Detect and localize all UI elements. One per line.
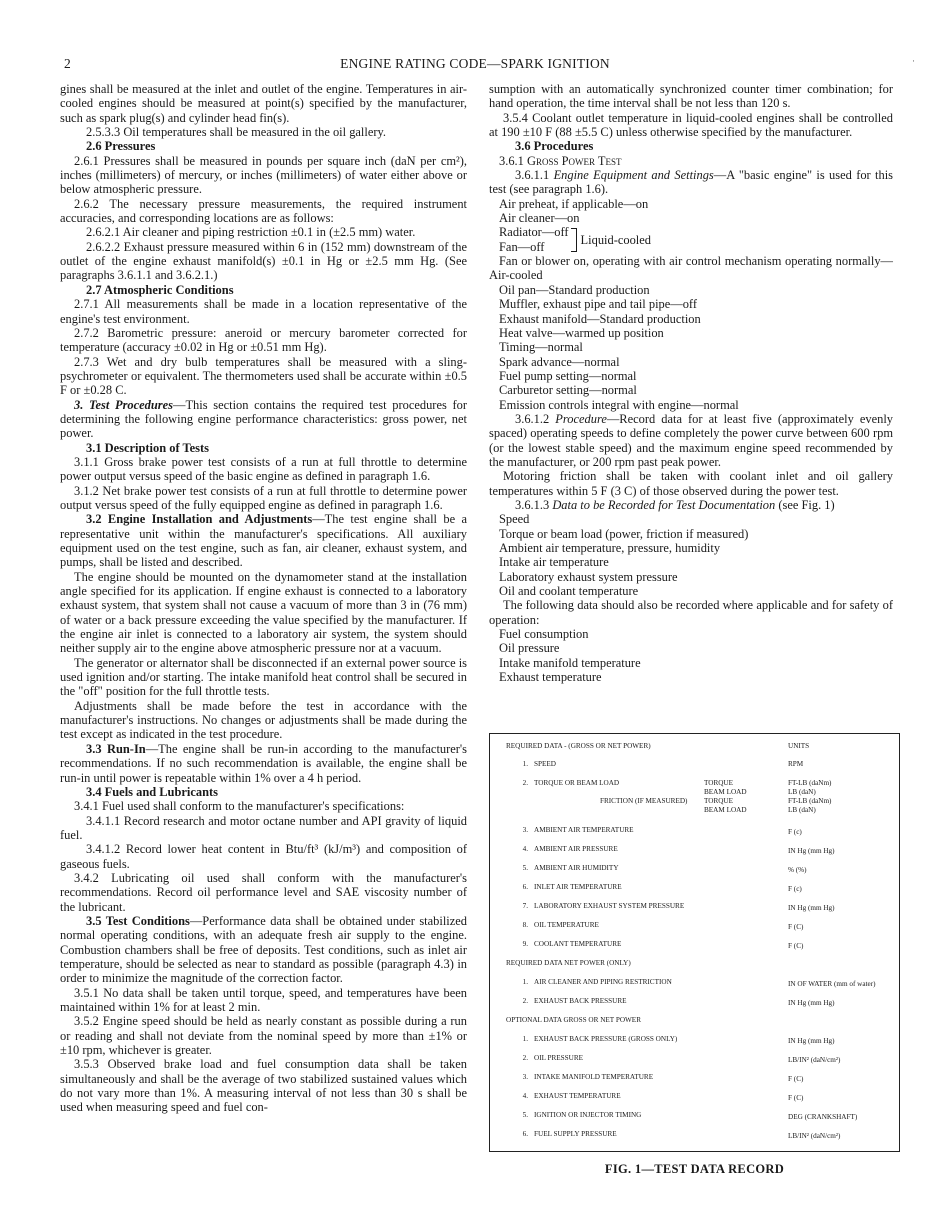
paragraph [60, 398, 467, 441]
bracket-label: Liquid-cooled [580, 232, 652, 247]
paragraph: 3.5.1 No data shall be taken until torque, speed, and temperatures have been maintained within 1% for at least 2 min. [60, 985, 467, 1014]
row-number: 6. [522, 883, 528, 891]
section-heading: 2.7 Atmospheric Conditions [86, 282, 234, 297]
paragraph-title: Data to be Recorded for Test Documentation [552, 497, 776, 512]
row-unit: F (C) [788, 1075, 804, 1083]
section-lead: 3.3 Run-In [86, 741, 146, 756]
paragraph: The engine should be mounted on the dynamometer stand at the installation angle specified for its application. If engine exhaust is connected to a laboratory exhaust system, that system shall not cause a vacuum of more than 3 in (76 mm) of water or a back pressure exceeding the value specified by the manufacturer. If the engine air inlet is connected to a laboratory air system, the system should neither supply air to the engine above atmospheric pressure nor at a vacuum. [60, 569, 467, 656]
scan-speck: · [912, 56, 915, 66]
list-item: Air preheat, if applicable—on [499, 196, 649, 211]
list-item: Laboratory exhaust system pressure [499, 569, 678, 584]
row-label: COOLANT TEMPERATURE [534, 940, 622, 948]
row-unit: IN Hg (mm Hg) [788, 999, 835, 1007]
list-item: Spark advance—normal [499, 354, 620, 369]
row-label: AIR CLEANER AND PIPING RESTRICTION [534, 978, 672, 986]
liquid-cooled-group [489, 225, 893, 254]
paragraph: gines shall be measured at the inlet and outlet of the engine. Temperatures in air-cooled engines should be measured at point(s) specified by the manufacturer, such as spark plug(s) and cylinder head fin(s). [60, 82, 467, 125]
row-label: AMBIENT AIR TEMPERATURE [534, 826, 634, 834]
paragraph-text: —Record data for at least five (approximately evenly spaced) operating speeds to define completely the power curve between 600 rpm (or the lowest stable speed) and the maximum engine speed recommended by the manufacturer, or 200 rpm past peak power. [489, 411, 894, 469]
paragraph [489, 168, 893, 197]
row-label: EXHAUST BACK PRESSURE (GROSS ONLY) [534, 1035, 678, 1043]
paragraph: 3.1.1 Gross brake power test consists of a run at full throttle to determine power output versus speed of the basic engine as defined in paragraph 1.6. [60, 454, 467, 484]
subsection-title: Gross Power Test [526, 153, 622, 168]
section-text: —This section contains the required test procedures for determining the following engine performance characteristics: gross power, net power. [60, 397, 467, 441]
list-item: Fuel pump setting—normal [499, 368, 637, 383]
row-number: 5. [522, 1111, 528, 1119]
row-unit: FT-LB (daNm) [788, 797, 832, 805]
row-number: 1. [522, 978, 528, 986]
net-data-header: REQUIRED DATA NET POWER (ONLY) [506, 959, 631, 967]
section-heading: 2.6 Pressures [86, 139, 156, 154]
row-label: LABORATORY EXHAUST SYSTEM PRESSURE [534, 902, 685, 910]
row-label: AMBIENT AIR PRESSURE [534, 845, 618, 853]
row-number: 2. [522, 1054, 528, 1062]
subsection-heading [489, 154, 893, 168]
row-label: OIL PRESSURE [534, 1054, 584, 1062]
list-item: Torque or beam load (power, friction if measured) [499, 526, 749, 541]
paragraph: 2.6.1 Pressures shall be measured in pounds per square inch (daN per cm²), inches (millimeters) of mercury, or inches (millimeters) of water either above or below atmospheric pressure. [60, 153, 467, 197]
list-item: Emission controls integral with engine—normal [499, 397, 739, 412]
paragraph-text: (see Fig. 1) [775, 497, 835, 512]
paragraph: 3.5.3 Observed brake load and fuel consumption data shall be taken simultaneously and shall be the average of two stabilized sustained values which do not vary more than 1%. A measuring interval of not less than 30 s shall be used when measuring speed and fuel con- [60, 1057, 467, 1115]
paragraph [489, 412, 893, 469]
row-unit: LB/IN² (daN/cm²) [788, 1132, 841, 1140]
row-unit: F (c) [788, 828, 802, 836]
paragraph: 2.6.2.2 Exhaust pressure measured within 6 in (152 mm) downstream of the outlet of the engine exhaust manifold(s) ±0.1 in Hg or ±2.5 mm Hg. (See paragraphs 3.6.1.1 and 3.6.2.1.) [60, 239, 467, 283]
paragraph-text: —A "basic engine" is used for this test (see paragraph 1.6). [489, 168, 894, 197]
paragraph [60, 512, 467, 569]
section-heading: 3.6 Procedures [515, 139, 594, 154]
row-number: 4. [522, 845, 528, 853]
section-text: —Performance data shall be obtained under stabilized normal operating conditions, with an adequate fresh air supply to the engine. Combustion chambers shall be free of deposits. Test conditions, such as inlet air temperature, should be selected as near to standard as possible (paragraph 4.3) in order to minimize the magnitude of the correction factor. [60, 913, 467, 986]
list-item: Fan—off [499, 239, 545, 254]
row-unit: IN OF WATER (mm of water) [788, 980, 876, 988]
page-header [64, 56, 886, 74]
row-unit: IN Hg (mm Hg) [788, 1037, 835, 1045]
paragraph: Adjustments shall be made before the test in accordance with the manufacturer's instructions. No changes or adjustments shall be made during the test except as indicated in the test procedure. [60, 698, 467, 742]
row-unit: F (c) [788, 885, 802, 893]
list-item: Timing—normal [499, 340, 583, 355]
row-number: 1. [522, 1035, 528, 1043]
row-label: SPEED [534, 760, 556, 768]
row-label: TORQUE OR BEAM LOAD [534, 779, 620, 787]
subsection-number: 3.6.1 [499, 153, 524, 168]
list-item: Exhaust temperature [499, 670, 602, 685]
paragraph [60, 914, 467, 986]
list-item: Air cleaner—on [499, 211, 580, 226]
bracket [571, 228, 577, 252]
units-header: UNITS [788, 742, 810, 750]
paragraph-title: Procedure [555, 411, 607, 426]
list-item: Exhaust manifold—Standard production [499, 311, 701, 326]
section-text: —The engine shall be run-in according to the manufacturer's recommendations. If no such recommendation is available, the engine shall be run-in until power is repeatable within 1% over a 4 h period. [60, 741, 468, 785]
paragraph: The following data should also be recorded where applicable and for safety of operation: [489, 598, 893, 627]
row-label: EXHAUST BACK PRESSURE [534, 997, 627, 1005]
list-item: Fan or blower on, operating with air control mechanism operating normally—Air-cooled [489, 254, 893, 283]
paragraph: 2.5.3.3 Oil temperatures shall be measured in the oil gallery. [86, 125, 387, 140]
paragraph: 2.7.2 Barometric pressure: aneroid or mercury barometer corrected for temperature (accuracy ±0.02 in Hg or ±0.51 mm Hg). [60, 325, 467, 355]
row-label: INLET AIR TEMPERATURE [534, 883, 622, 891]
list-item: Oil and coolant temperature [499, 584, 639, 599]
row-kind: BEAM LOAD [704, 806, 747, 814]
optional-data-header: OPTIONAL DATA GROSS OR NET POWER [506, 1016, 641, 1024]
paragraph: 3.5.4 Coolant outlet temperature in liquid-cooled engines shall be controlled at 190 ±10 F (88 ±5.5 C) unless otherwise specified by the manufacturer. [489, 110, 893, 140]
paragraph: 3.1.2 Net brake power test consists of a run at full throttle to determine power output versus speed of the fully equipped engine as defined in paragraph 1.6. [60, 483, 467, 512]
left-column [60, 82, 467, 1115]
paragraph: 3.4.1 Fuel used shall conform to the manufacturer's specifications: [74, 799, 405, 814]
row-unit: F (C) [788, 1094, 804, 1102]
row-kind: TORQUE [704, 797, 734, 805]
row-number: 4. [522, 1092, 528, 1100]
row-label: FUEL SUPPLY PRESSURE [534, 1130, 617, 1138]
row-number: 5. [522, 864, 528, 872]
list-item: Heat valve—warmed up position [499, 325, 664, 340]
paragraph: 3.4.1.2 Record lower heat content in Btu/ft³ (kJ/m³) and composition of gaseous fuels. [60, 842, 467, 871]
paragraph: The generator or alternator shall be disconnected if an external power source is used ignition and/or starting. The intake manifold heat control shall be secured in the "off" position for the full throttle tests. [60, 655, 467, 699]
row-sublabel: FRICTION (IF MEASURED) [600, 797, 688, 805]
row-number: 2. [522, 779, 528, 787]
row-number: 3. [522, 1073, 528, 1081]
paragraph: 3.5.2 Engine speed should be held as nearly constant as possible during a run or reading and shall not deviate from the nominal speed by more than ±1% or ±10 rpm, whichever is greater. [60, 1014, 467, 1058]
row-label: IGNITION OR INJECTOR TIMING [534, 1111, 642, 1119]
paragraph: Motoring friction shall be taken with coolant inlet and oil gallery temperatures within 5 F (3 C) of those observed during the power test. [489, 469, 893, 498]
paragraph: 3.4.1.1 Record research and motor octane number and API gravity of liquid fuel. [60, 813, 467, 842]
right-column [489, 82, 893, 684]
paragraph: 2.6.2 The necessary pressure measurements, the required instrument accuracies, and corresponding locations are as follows: [60, 196, 467, 226]
row-label: EXHAUST TEMPERATURE [534, 1092, 621, 1100]
row-unit: F (C) [788, 942, 804, 950]
paragraph: 2.7.3 Wet and dry bulb temperatures shall be measured with a sling-psychrometer or equivalent. The thermometers used shall be accurate within ±0.5 F or ±0.28 C. [60, 354, 467, 398]
section-heading: 3.1 Description of Tests [86, 440, 209, 455]
paragraph-number: 3.6.1.3 [515, 497, 550, 512]
required-data-header: REQUIRED DATA - (GROSS OR NET POWER) [506, 742, 651, 750]
row-unit: % (%) [788, 866, 807, 874]
row-unit: RPM [788, 760, 804, 768]
row-number: 6. [522, 1130, 528, 1138]
list-item: Ambient air temperature, pressure, humidity [499, 541, 721, 555]
row-unit: LB/IN² (daN/cm²) [788, 1056, 841, 1064]
row-number: 1. [522, 760, 528, 768]
running-title: ENGINE RATING CODE—SPARK IGNITION [340, 56, 610, 71]
paragraph [489, 498, 893, 512]
paragraph: sumption with an automatically synchronized counter timer combination; for hand operation, the time interval shall be not less than 120 s. [489, 82, 893, 111]
section-lead: 3.5 Test Conditions [86, 913, 190, 928]
row-number: 7. [522, 902, 528, 910]
paragraph [60, 742, 467, 785]
paragraph-number: 3.6.1.1 [515, 168, 550, 183]
row-label: INTAKE MANIFOLD TEMPERATURE [534, 1073, 654, 1081]
row-label: AMBIENT AIR HUMIDITY [534, 864, 619, 872]
list-item: Speed [499, 512, 530, 527]
row-number: 2. [522, 997, 528, 1005]
test-data-record-figure [489, 733, 900, 1152]
list-item: Intake air temperature [499, 555, 609, 570]
row-kind: TORQUE [704, 779, 734, 787]
section-lead: 3. Test Procedures [74, 397, 174, 412]
row-unit: IN Hg (mm Hg) [788, 904, 835, 912]
row-unit: IN Hg (mm Hg) [788, 847, 835, 855]
section-lead: 3.2 Engine Installation and Adjustments [86, 512, 313, 527]
section-text: —The test engine shall be a representative unit within the manufacturer's specifications. All auxiliary equipment used on the test engine, such as fan, air cleaner, exhaust system, and pumps, shall be listed and described. [60, 512, 467, 570]
paragraph: 2.7.1 All measurements shall be made in a location representative of the engine's test environment. [60, 297, 467, 326]
row-label: OIL TEMPERATURE [534, 921, 599, 929]
row-kind: BEAM LOAD [704, 788, 747, 796]
row-unit: F (C) [788, 923, 804, 931]
row-number: 8. [522, 921, 528, 929]
list-item: Carburetor setting—normal [499, 383, 637, 398]
section-heading: 3.4 Fuels and Lubricants [86, 784, 219, 799]
list-item: Radiator—off [499, 225, 569, 240]
paragraph: 2.6.2.1 Air cleaner and piping restriction ±0.1 in (±2.5 mm) water. [86, 225, 416, 240]
paragraph-title: Engine Equipment and Settings [553, 168, 714, 183]
row-unit: LB (daN) [788, 806, 816, 814]
list-item: Fuel consumption [499, 627, 589, 642]
figure-caption: FIG. 1—TEST DATA RECORD [604, 1162, 785, 1176]
page-number: 2 [64, 56, 71, 71]
row-number: 3. [522, 826, 528, 834]
list-item: Oil pressure [499, 641, 560, 656]
row-number: 9. [522, 940, 528, 948]
row-unit: DEG (CRANKSHAFT) [788, 1113, 858, 1121]
row-unit: FT-LB (daNm) [788, 779, 832, 787]
list-item: Oil pan—Standard production [499, 282, 650, 297]
paragraph: 3.4.2 Lubricating oil used shall conform with the manufacturer's recommendations. Record oil performance level and SAE viscosity number of the lubricant. [60, 870, 467, 914]
row-unit: LB (daN) [788, 788, 816, 796]
list-item: Intake manifold temperature [499, 655, 641, 670]
list-item: Muffler, exhaust pipe and tail pipe—off [499, 297, 697, 312]
paragraph-number: 3.6.1.2 [515, 411, 550, 426]
